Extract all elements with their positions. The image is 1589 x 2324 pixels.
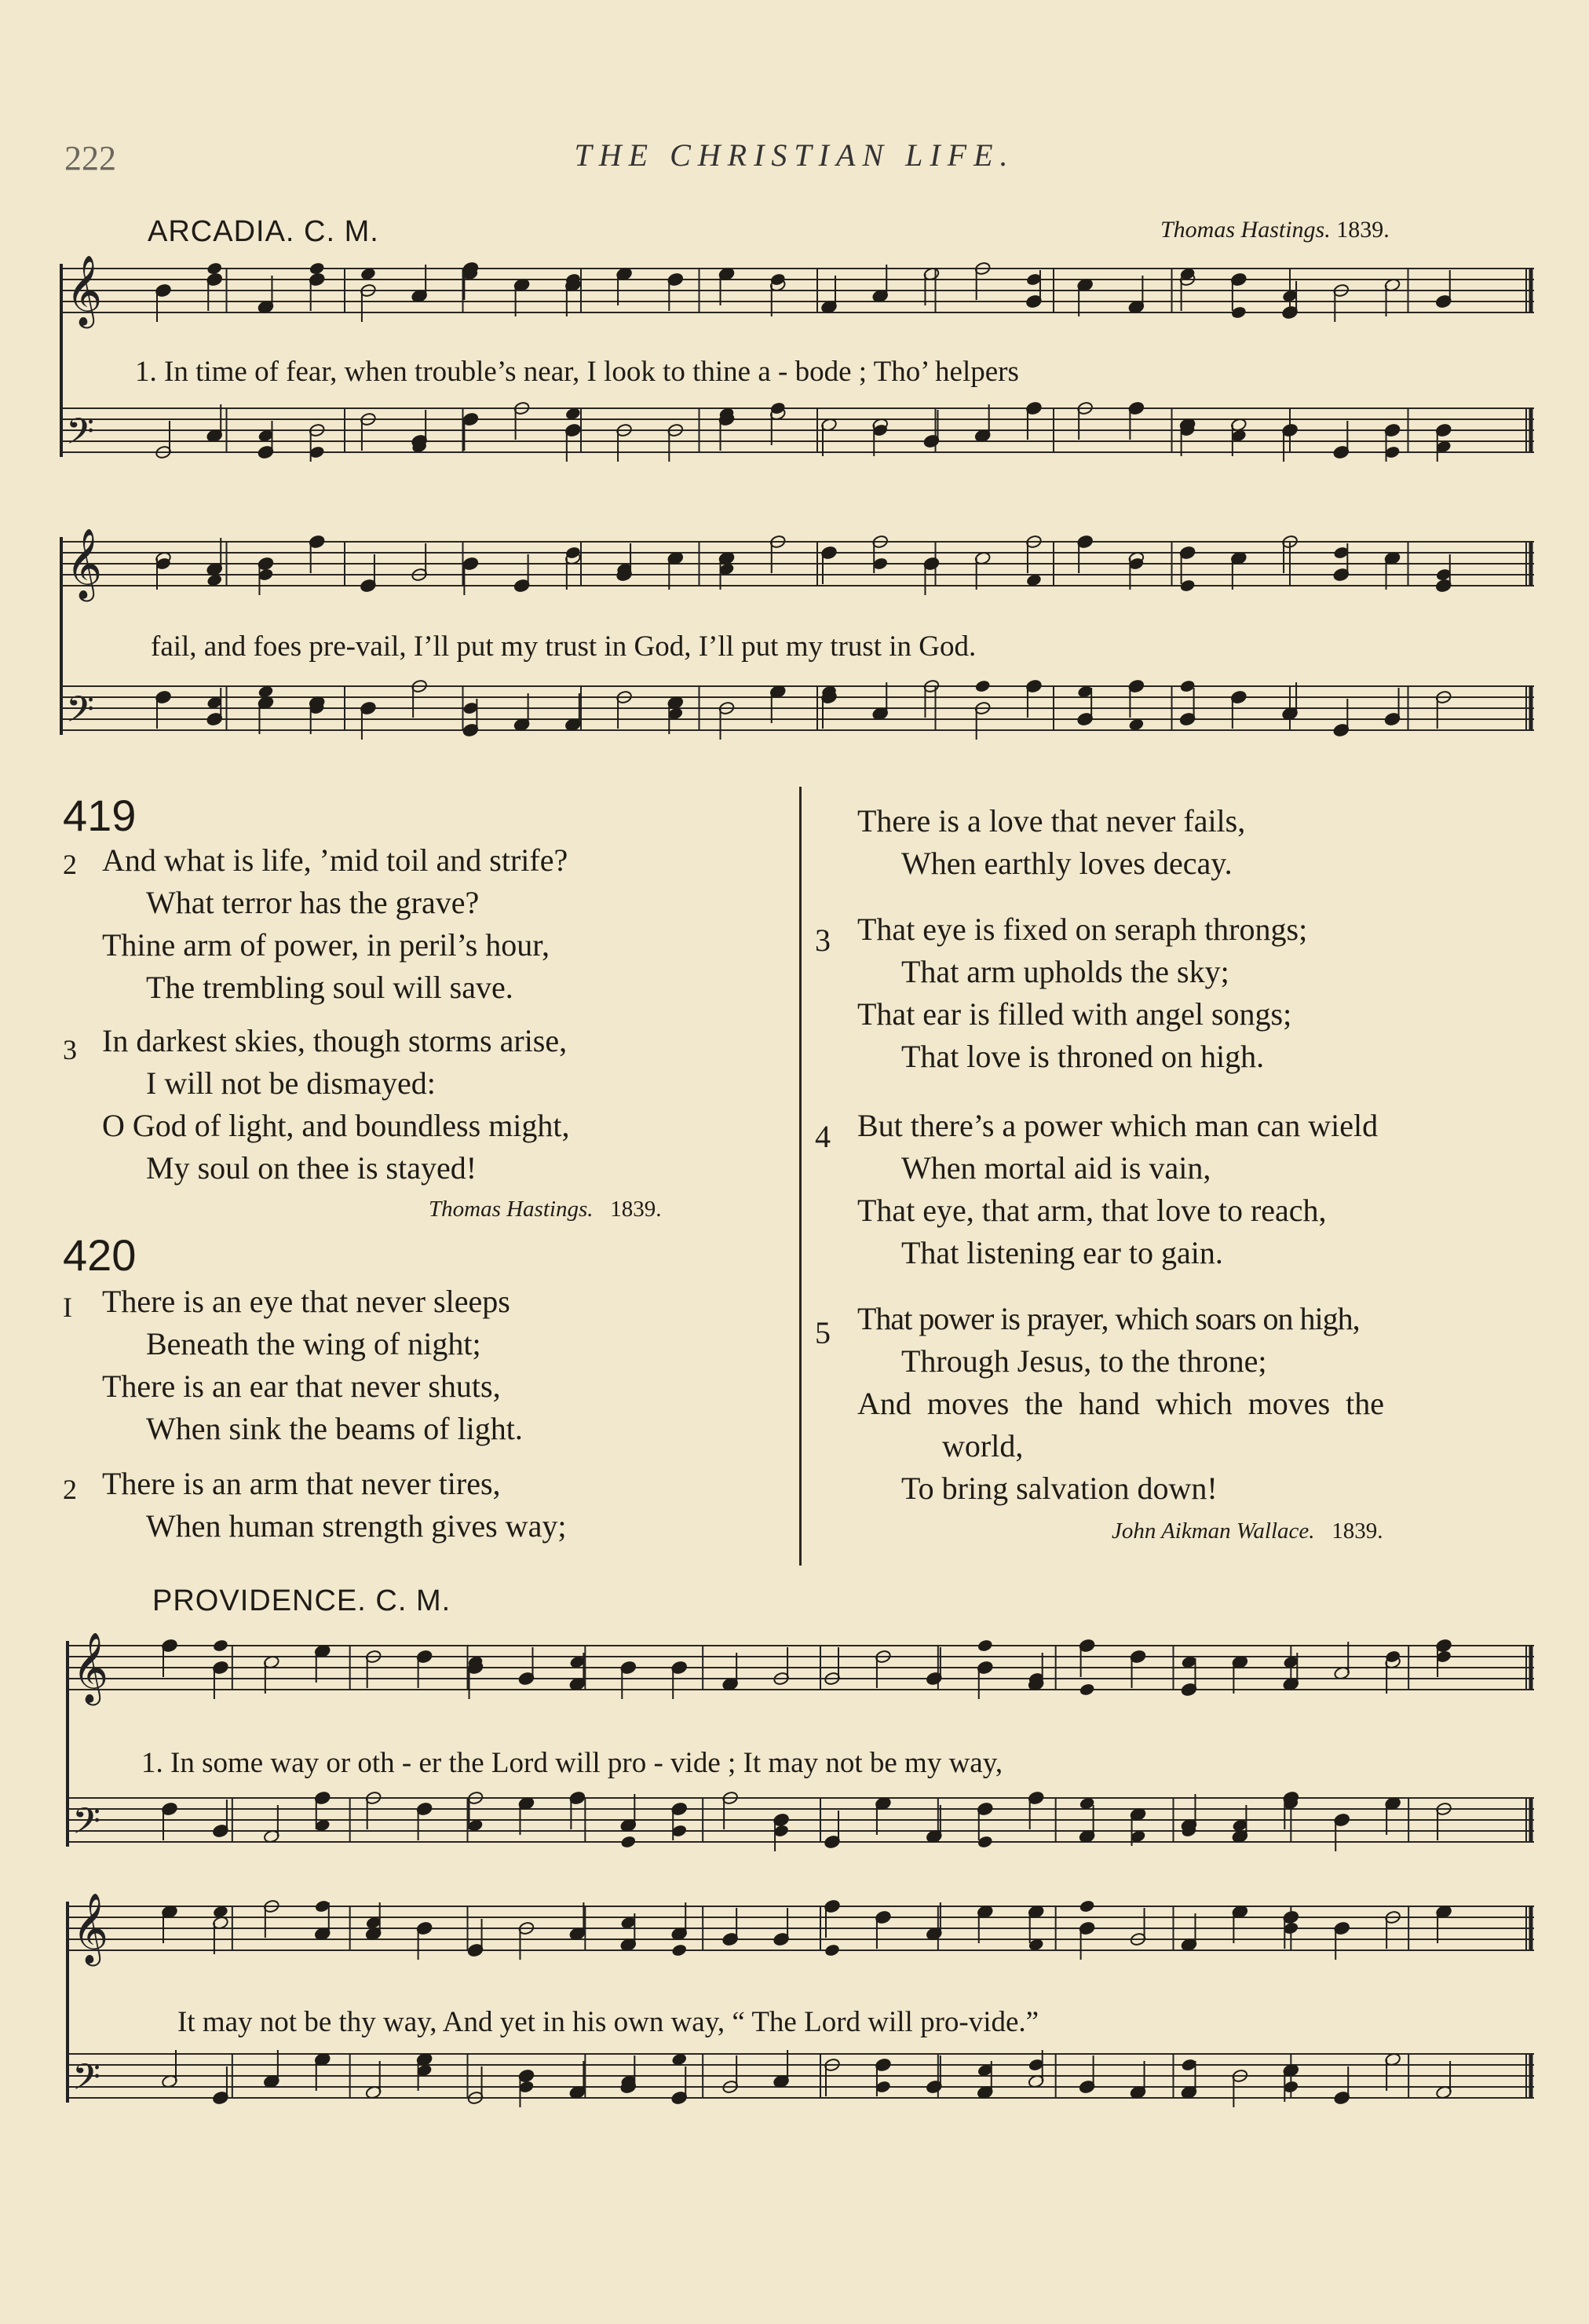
note-head bbox=[309, 261, 325, 276]
verse-line: When mortal aid is vain, bbox=[901, 1150, 1211, 1186]
hymn-420-attribution bbox=[1112, 1518, 1383, 1544]
verse-line: And moves the hand which moves the bbox=[857, 1386, 1384, 1421]
verse-number: 2 bbox=[63, 1474, 77, 1505]
note-head bbox=[1079, 1899, 1095, 1913]
arcadia-lyric-line-2: fail, and foes pre-vail, I’ll put my trust in God, I’ll put my trust in God. bbox=[151, 630, 977, 663]
note-head bbox=[1079, 1683, 1095, 1697]
author-name: John Aikman Wallace. bbox=[1112, 1518, 1315, 1544]
hymn-number-419: 419 bbox=[63, 791, 137, 840]
verse-line: There is an ear that never shuts, bbox=[102, 1368, 501, 1404]
hymn-number-420: 420 bbox=[63, 1230, 137, 1280]
note-head bbox=[977, 1639, 993, 1653]
verse-line: That power is prayer, which soars on high, bbox=[857, 1301, 1360, 1336]
verse-line: My soul on thee is stayed! bbox=[146, 1150, 477, 1186]
verse-line: There is an eye that never sleeps bbox=[102, 1284, 510, 1319]
verse-line: In darkest skies, though storms arise, bbox=[102, 1023, 568, 1058]
bass-clef-icon: 𝄢 bbox=[72, 1800, 101, 1851]
verse-line: That ear is filled with angel songs; bbox=[857, 996, 1292, 1032]
author-name: Thomas Hastings. bbox=[429, 1197, 594, 1222]
composer-year: 1839. bbox=[1336, 217, 1390, 243]
treble-clef-icon: 𝄞 bbox=[66, 528, 103, 599]
verse-line: There is an arm that never tires, bbox=[102, 1466, 501, 1501]
verse-line: The trembling soul will save. bbox=[146, 970, 513, 1005]
verse-line: When sink the beams of light. bbox=[146, 1411, 523, 1446]
running-title: THE CHRISTIAN LIFE. bbox=[574, 137, 1015, 173]
note-head bbox=[212, 1639, 228, 1653]
treble-clef-icon: 𝄞 bbox=[66, 255, 103, 326]
bass-clef-icon: 𝄢 bbox=[66, 689, 95, 740]
providence-lyric-line-2: It may not be thy way, And yet in his own way, “ The Lord will pro-vide.” bbox=[177, 2006, 1039, 2038]
author-year: 1839. bbox=[1331, 1518, 1383, 1544]
note-head bbox=[620, 1835, 637, 1849]
verse-line: When human strength gives way; bbox=[146, 1508, 567, 1544]
verse-number: 3 bbox=[63, 1034, 77, 1065]
treble-clef-icon: 𝄞 bbox=[72, 1632, 109, 1703]
verse-line: That eye, that arm, that love to reach, bbox=[857, 1193, 1327, 1228]
note-head bbox=[206, 261, 223, 276]
verse-number: 2 bbox=[63, 849, 77, 880]
bass-clef-icon: 𝄢 bbox=[66, 411, 95, 462]
verse-line: Through Jesus, to the throne; bbox=[901, 1343, 1267, 1379]
verse-line: To bring salvation down! bbox=[901, 1471, 1218, 1506]
verse-line: There is a love that never fails, bbox=[857, 803, 1246, 839]
note-head bbox=[671, 1943, 688, 1957]
tune-title-arcadia: ARCADIA. C. M. bbox=[148, 215, 379, 248]
verse-line: But there’s a power which man can wield bbox=[857, 1108, 1379, 1143]
author-year: 1839. bbox=[610, 1197, 662, 1222]
verse-line: That eye is fixed on seraph throngs; bbox=[857, 912, 1308, 947]
tune-title-providence: PROVIDENCE. C. M. bbox=[152, 1584, 451, 1617]
verse-number: 5 bbox=[815, 1315, 831, 1350]
verse-line: Beneath the wing of night; bbox=[146, 1326, 481, 1361]
verse-line: That arm upholds the sky; bbox=[901, 954, 1229, 989]
verse-number: I bbox=[63, 1292, 72, 1323]
hymn-419-attribution bbox=[429, 1197, 662, 1222]
verse-line: And what is life, ’mid toil and strife? bbox=[102, 842, 568, 878]
treble-clef-icon: 𝄞 bbox=[72, 1893, 109, 1964]
verse-line: That love is throned on high. bbox=[901, 1039, 1265, 1074]
arcadia-lyric-line-1: 1. In time of fear, when trouble’s near, I look to thine a - bode ; Tho’ helpers bbox=[135, 356, 1019, 388]
page-number: 222 bbox=[64, 139, 116, 177]
verse-line: O God of light, and boundless might, bbox=[102, 1108, 570, 1143]
verse-line: That listening ear to gain. bbox=[901, 1235, 1223, 1270]
verse-line: When earthly loves decay. bbox=[901, 846, 1233, 881]
verse-line: Thine arm of power, in peril’s hour, bbox=[102, 927, 550, 963]
note-head bbox=[974, 679, 991, 693]
verse-line: world, bbox=[942, 1428, 1024, 1463]
composer-name: Thomas Hastings. bbox=[1160, 217, 1331, 243]
providence-lyric-line-1: 1. In some way or oth - er the Lord will pro - vide ; It may not be my way, bbox=[141, 1747, 1003, 1779]
verse-number: 3 bbox=[815, 923, 831, 958]
verse-line: What terror has the grave? bbox=[146, 885, 480, 920]
column-divider bbox=[799, 787, 802, 1566]
verse-number: 4 bbox=[815, 1119, 831, 1154]
bass-clef-icon: 𝄢 bbox=[72, 2056, 101, 2107]
verse-line: I will not be dismayed: bbox=[146, 1065, 436, 1101]
note-head bbox=[824, 1943, 840, 1957]
